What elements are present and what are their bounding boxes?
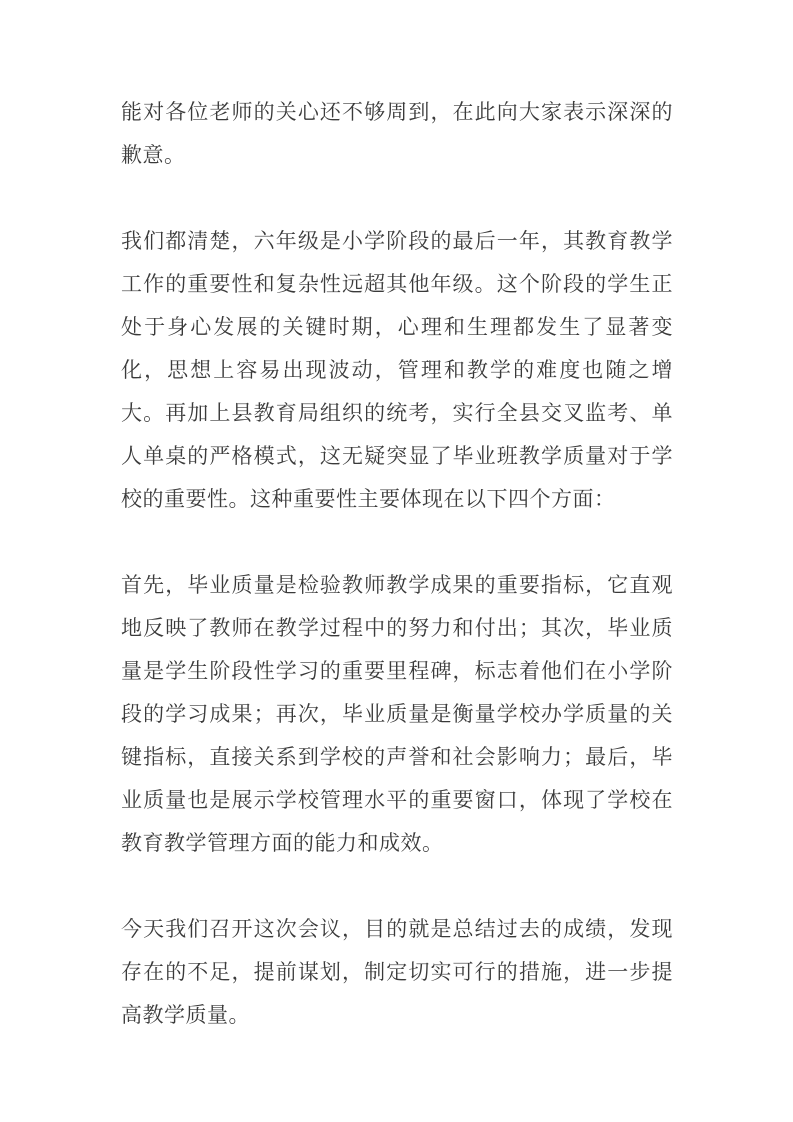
paragraph-four-aspects: 首先，毕业质量是检验教师教学成果的重要指标，它直观地反映了教师在教学过程中的努力和付出；其次，毕业质量是学生阶段性学习的重要里程碑，标志着他们在小学阶段的学习成果；再次，毕业质量是衡量学校办学质量的关键指标，直接关系到学校的声誉和社会影响力；最后，毕业质量也是展示学校管理水平的重要窗口，体现了学校在教育教学管理方面的能力和成效。: [121, 573, 673, 855]
paragraph-apology: 能对各位老师的关心还不够周到，在此向大家表示深深的歉意。: [121, 100, 673, 167]
paragraph-meeting-purpose: 今天我们召开这次会议，目的就是总结过去的成绩，发现存在的不足，提前谋划，制定切实可行的措施，进一步提高教学质量。: [121, 917, 673, 1027]
paragraph-importance-overview: 我们都清楚，六年级是小学阶段的最后一年，其教育教学工作的重要性和复杂性远超其他年级。这个阶段的学生正处于身心发展的关键时期，心理和生理都发生了显著变化，思想上容易出现波动，管理和教学的难度也随之增大。再加上县教育局组织的统考，实行全县交叉监考、单人单桌的严格模式，这无疑突显了毕业班教学质量对于学校的重要性。这种重要性主要体现在以下四个方面：: [121, 229, 673, 511]
